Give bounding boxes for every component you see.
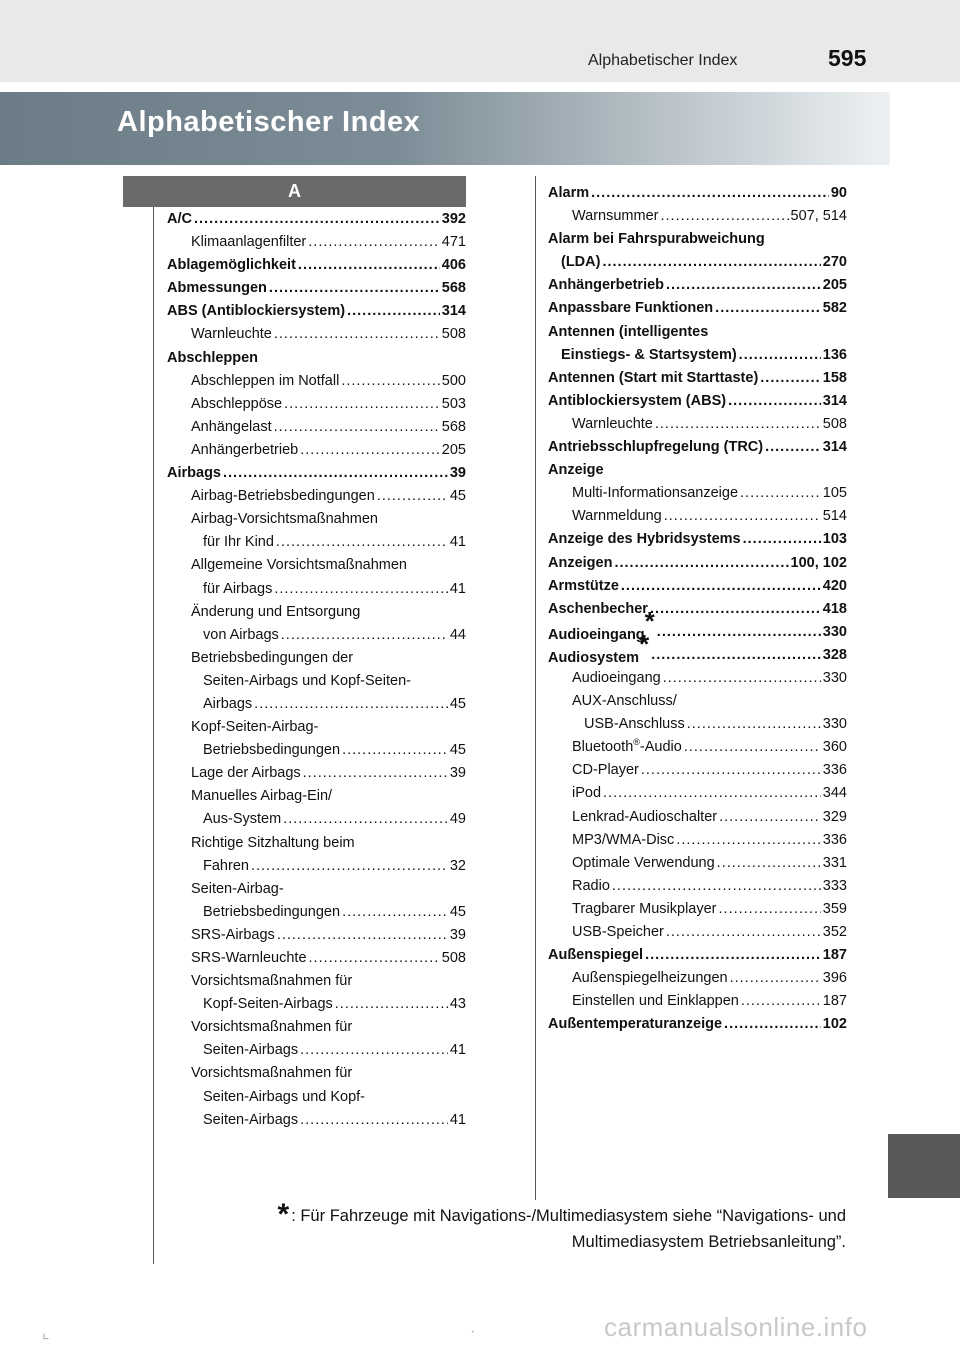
page-reference: 105 xyxy=(822,485,847,502)
dot-leader xyxy=(765,436,821,459)
index-term: Warnsummer xyxy=(572,208,659,225)
page-reference: 406 xyxy=(441,257,466,274)
index-entry xyxy=(167,208,466,231)
dot-leader xyxy=(377,485,448,508)
index-term: Außentemperaturanzeige xyxy=(548,1016,723,1033)
index-term: Warnmeldung xyxy=(572,508,662,525)
dot-leader xyxy=(641,759,821,782)
index-term: Änderung und Entsorgung xyxy=(191,603,361,620)
index-term: Warnleuchte xyxy=(191,326,272,343)
index-term: Audiosystem* xyxy=(548,628,650,666)
index-entry xyxy=(167,924,466,947)
page-reference: 330 xyxy=(822,669,847,686)
running-header-title: Alphabetischer Index xyxy=(588,52,738,69)
page-reference: 187 xyxy=(822,947,847,964)
dot-leader xyxy=(591,182,829,205)
index-term: Abschleppöse xyxy=(191,395,283,412)
index-entry xyxy=(167,601,466,624)
dot-leader xyxy=(274,416,440,439)
page-reference: 333 xyxy=(822,877,847,894)
index-term: Antennen (intelligentes xyxy=(548,323,709,340)
index-column-right xyxy=(548,182,847,1036)
index-term: Airbags xyxy=(167,465,221,482)
index-entry xyxy=(167,1062,466,1085)
letter-section-header: A xyxy=(123,176,466,207)
page-reference: 205 xyxy=(822,277,847,294)
index-term: Betriebsbedingungen xyxy=(203,742,341,759)
index-entry xyxy=(548,413,847,436)
page-reference: 43 xyxy=(449,996,466,1013)
index-entry xyxy=(548,274,847,297)
dot-leader xyxy=(283,808,448,831)
dot-leader xyxy=(663,667,821,690)
dot-leader xyxy=(274,323,440,346)
page-reference: 41 xyxy=(449,1042,466,1059)
index-entry xyxy=(167,277,466,300)
index-entry xyxy=(548,759,847,782)
index-term: Audioeingang xyxy=(572,669,661,686)
page-reference: 32 xyxy=(449,857,466,874)
index-entry xyxy=(548,875,847,898)
page-reference: 314 xyxy=(822,439,847,456)
index-entry xyxy=(548,552,847,575)
index-entry xyxy=(548,921,847,944)
index-term: Abmessungen xyxy=(167,280,267,297)
index-term: Audioeingang* xyxy=(548,605,655,643)
page-reference: 582 xyxy=(822,300,847,317)
index-entry xyxy=(548,1013,847,1036)
dot-leader xyxy=(719,806,821,829)
index-entry xyxy=(167,439,466,462)
index-term: Alarm bei Fahrspurabweichung xyxy=(548,231,765,248)
index-term: Außenspiegel xyxy=(548,947,644,964)
index-term: Bluetooth®-Audio xyxy=(572,737,682,756)
index-term: Airbags xyxy=(203,695,253,712)
page-reference: 508 xyxy=(441,950,466,966)
index-entry xyxy=(548,736,847,759)
index-term: Multi-Informationsanzeige xyxy=(572,485,739,502)
index-entry xyxy=(167,970,466,993)
header-band xyxy=(0,0,960,82)
index-entry xyxy=(167,785,466,808)
page-reference: 568 xyxy=(441,280,466,297)
dot-leader xyxy=(666,921,821,944)
dot-leader xyxy=(760,367,821,390)
index-entry xyxy=(167,693,466,716)
index-entry xyxy=(167,231,466,254)
page-reference: 103 xyxy=(822,531,847,548)
page-reference: 136 xyxy=(822,346,847,363)
index-entry xyxy=(548,806,847,829)
index-term: Optimale Verwendung xyxy=(572,854,715,871)
page-reference: 392 xyxy=(441,211,466,227)
footnote-asterisk: * xyxy=(644,605,655,636)
index-term: Seiten-Airbags xyxy=(203,1111,299,1128)
index-term: Anhängerbetrieb xyxy=(191,441,299,458)
index-entry xyxy=(167,323,466,346)
footnote-line-1: : Für Fahrzeuge mit Navigations-/Multimediasystem siehe “Navigations- und xyxy=(291,1207,846,1225)
index-term: Ablagemöglichkeit xyxy=(167,257,296,274)
page-reference: 187 xyxy=(822,993,847,1010)
dot-leader xyxy=(342,739,448,762)
index-entry xyxy=(167,554,466,577)
page-reference: 49 xyxy=(449,811,466,828)
footnote-asterisk: * xyxy=(639,628,650,659)
page-reference: 270 xyxy=(822,254,847,271)
index-term: Abschleppen im Notfall xyxy=(191,372,340,389)
index-term: Anzeige des Hybridsystems xyxy=(548,531,741,548)
index-term: für Ihr Kind xyxy=(203,534,274,551)
dot-leader xyxy=(254,693,448,716)
crop-mark-icon: ⌞ xyxy=(42,1325,50,1342)
index-entry xyxy=(548,505,847,528)
index-entry xyxy=(167,508,466,531)
dot-leader xyxy=(664,505,821,528)
page-reference: 503 xyxy=(441,395,466,412)
index-term: Tragbarer Musikplayer xyxy=(572,900,717,917)
page-reference: 344 xyxy=(822,785,847,802)
index-term: Richtige Sitzhaltung beim xyxy=(191,834,355,851)
index-term: Manuelles Airbag-Ein/ xyxy=(191,788,333,805)
page-reference: 336 xyxy=(822,762,847,779)
dot-leader xyxy=(724,1013,821,1036)
index-entry xyxy=(548,482,847,505)
footnote-line-2: Multimediasystem Betriebsanleitung”. xyxy=(571,1233,846,1251)
page-reference: 39 xyxy=(449,926,466,943)
dot-leader xyxy=(684,736,821,759)
dot-leader xyxy=(715,297,821,320)
dot-leader xyxy=(687,713,821,736)
dot-leader xyxy=(300,1109,448,1132)
index-term: Warnleuchte xyxy=(572,415,653,432)
index-term: AUX-Anschluss/ xyxy=(572,693,677,710)
left-margin-rule xyxy=(153,207,154,1264)
index-entry xyxy=(548,690,847,713)
watermark: carmanualsonline.info xyxy=(604,1312,868,1342)
index-entry xyxy=(167,370,466,393)
index-entry xyxy=(548,944,847,967)
dot-leader xyxy=(650,598,821,621)
page-reference: 41 xyxy=(449,534,466,551)
dot-leader xyxy=(740,482,821,505)
index-entry xyxy=(167,762,466,785)
dot-leader xyxy=(612,875,821,898)
index-term: Lenkrad-Audioschalter xyxy=(572,808,718,825)
page-reference: 45 xyxy=(449,742,466,759)
index-entry xyxy=(167,808,466,831)
index-term: Anpassbare Funktionen xyxy=(548,300,714,317)
index-term: Anhängerbetrieb xyxy=(548,277,665,294)
index-entry xyxy=(548,528,847,551)
page-reference: 336 xyxy=(822,831,847,848)
dot-leader xyxy=(603,782,821,805)
page-reference: 102 xyxy=(822,1016,847,1033)
index-term: Fahren xyxy=(203,857,249,874)
page-reference: 500 xyxy=(441,372,466,389)
page-reference: 360 xyxy=(822,739,847,756)
index-entry xyxy=(548,898,847,921)
dot-leader xyxy=(676,829,820,852)
index-entry xyxy=(167,739,466,762)
page-reference: 330 xyxy=(822,716,847,733)
index-term: Betriebsbedingungen xyxy=(203,903,341,920)
index-term: Einstellen und Einklappen xyxy=(572,993,739,1010)
index-entry xyxy=(548,367,847,390)
page-reference: 314 xyxy=(822,392,847,409)
page-reference: 39 xyxy=(449,465,466,482)
dot-leader xyxy=(730,967,821,990)
page-reference: 44 xyxy=(449,626,466,643)
index-entry xyxy=(167,647,466,670)
dot-leader xyxy=(660,205,788,228)
dot-leader xyxy=(614,552,788,575)
index-entry xyxy=(167,416,466,439)
index-entry xyxy=(167,531,466,554)
index-entry xyxy=(548,782,847,805)
dot-leader xyxy=(194,208,440,231)
footnote-asterisk: * xyxy=(277,1198,290,1231)
index-entry xyxy=(167,716,466,739)
index-term: für Airbags xyxy=(203,580,273,597)
index-term: SRS-Airbags xyxy=(191,926,275,943)
index-entry xyxy=(167,254,466,277)
page-reference: 328 xyxy=(822,646,847,663)
dot-leader xyxy=(300,439,440,462)
chapter-thumb-tab xyxy=(888,1134,960,1198)
index-term: Anzeige xyxy=(548,462,604,479)
index-entry xyxy=(167,347,466,370)
index-entry xyxy=(167,832,466,855)
page-reference: 352 xyxy=(822,924,847,940)
dot-leader xyxy=(717,852,821,875)
index-term: Antriebsschlupfregelung (TRC) xyxy=(548,439,764,456)
dot-leader xyxy=(284,393,440,416)
index-entry xyxy=(548,390,847,413)
index-term: Airbag-Vorsichtsmaßnahmen xyxy=(191,511,378,528)
index-term: Aschenbecher xyxy=(548,600,648,617)
index-entry xyxy=(548,436,847,459)
index-entry xyxy=(167,947,466,970)
index-term: Einstiegs- & Startsystem) xyxy=(561,346,737,363)
index-entry xyxy=(548,667,847,690)
index-term: Vorsichtsmaßnahmen für xyxy=(191,973,353,990)
index-term: von Airbags xyxy=(203,626,279,643)
index-term: Armstütze xyxy=(548,577,619,594)
index-entry xyxy=(167,485,466,508)
index-entry xyxy=(548,459,847,482)
index-term: USB-Anschluss xyxy=(584,716,685,733)
dot-leader xyxy=(274,578,448,601)
dot-leader xyxy=(335,993,448,1016)
index-term: Vorsichtsmaßnahmen für xyxy=(191,1065,353,1082)
page-reference: 508 xyxy=(822,415,847,432)
index-term: USB-Speicher xyxy=(572,924,664,940)
index-entry xyxy=(548,344,847,367)
index-entry xyxy=(167,670,466,693)
dot-leader xyxy=(309,947,440,970)
index-entry xyxy=(167,855,466,878)
index-entry xyxy=(167,393,466,416)
dot-leader xyxy=(621,575,821,598)
index-term: Seiten-Airbags xyxy=(203,1042,299,1059)
dot-leader xyxy=(298,254,440,277)
index-term: Seiten-Airbags und Kopf-Seiten- xyxy=(203,672,411,689)
page-reference: 396 xyxy=(822,970,847,987)
page-reference: 41 xyxy=(449,1111,466,1128)
dot-leader xyxy=(347,300,440,323)
index-term: Allgemeine Vorsichtsmaßnahmen xyxy=(191,557,407,574)
dot-leader xyxy=(655,413,821,436)
page-reference: 330 xyxy=(822,623,847,640)
page-reference: 418 xyxy=(822,600,847,617)
index-entry xyxy=(167,578,466,601)
page-reference: 45 xyxy=(449,695,466,712)
page-reference: 331 xyxy=(822,854,847,871)
page-reference: 514 xyxy=(822,508,847,525)
index-entry xyxy=(167,993,466,1016)
index-term: Anhängelast xyxy=(191,418,272,435)
page-reference: 205 xyxy=(441,441,466,458)
index-entry xyxy=(548,228,847,251)
dot-leader xyxy=(719,898,821,921)
index-entry xyxy=(548,990,847,1013)
index-term: ABS (Antiblockiersystem) xyxy=(167,303,346,320)
index-term: Abschleppen xyxy=(167,349,259,366)
dot-leader xyxy=(281,624,448,647)
dot-leader xyxy=(743,528,821,551)
index-entry xyxy=(548,575,847,598)
index-term: CD-Player xyxy=(572,762,639,779)
index-entry xyxy=(167,1086,466,1109)
index-term: Kopf-Seiten-Airbags xyxy=(203,996,333,1013)
page-title: Alphabetischer Index xyxy=(117,106,421,138)
index-entry xyxy=(167,901,466,924)
index-entry xyxy=(548,713,847,736)
index-term: Antiblockiersystem (ABS) xyxy=(548,392,727,409)
page-reference: 100, 102 xyxy=(790,554,847,571)
index-entry xyxy=(167,878,466,901)
dot-leader xyxy=(741,990,821,1013)
index-term: Seiten-Airbag- xyxy=(191,880,284,897)
index-term: Airbag-Betriebsbedingungen xyxy=(191,488,375,505)
index-entry xyxy=(167,1109,466,1132)
page-reference: 507, 514 xyxy=(790,208,847,225)
index-term: Seiten-Airbags und Kopf- xyxy=(203,1088,366,1105)
index-term: A/C xyxy=(167,211,192,227)
page-reference: 39 xyxy=(449,765,466,782)
index-entry xyxy=(548,967,847,990)
page-reference: 568 xyxy=(441,418,466,435)
index-term: Alarm xyxy=(548,185,590,201)
page-reference: 508 xyxy=(441,326,466,343)
index-term: Vorsichtsmaßnahmen für xyxy=(191,1019,353,1036)
column-divider xyxy=(535,176,536,1200)
index-term: Betriebsbedingungen der xyxy=(191,649,354,666)
dot-leader xyxy=(276,531,448,554)
index-entry xyxy=(167,300,466,323)
index-entry xyxy=(167,624,466,647)
index-entry xyxy=(167,1039,466,1062)
registered-mark: ® xyxy=(633,737,640,748)
dot-leader xyxy=(308,231,440,254)
page-number: 595 xyxy=(828,45,867,71)
index-term: Lage der Airbags xyxy=(191,765,301,782)
index-entry xyxy=(548,829,847,852)
index-term: Außenspiegelheizungen xyxy=(572,970,728,987)
dot-leader xyxy=(645,944,821,967)
page-reference: 45 xyxy=(449,903,466,920)
page-reference: 420 xyxy=(822,577,847,594)
dot-leader xyxy=(602,251,820,274)
footnote xyxy=(150,1198,846,1255)
index-term: Kopf-Seiten-Airbag- xyxy=(191,719,319,736)
page-reference: 329 xyxy=(822,808,847,825)
dot-leader xyxy=(277,924,448,947)
dot-leader xyxy=(728,390,821,413)
dot-leader xyxy=(341,370,439,393)
index-term: (LDA) xyxy=(561,254,601,271)
page-reference: 314 xyxy=(441,303,466,320)
page-reference: 41 xyxy=(449,580,466,597)
dot-leader xyxy=(223,462,448,485)
index-entry xyxy=(548,251,847,274)
page-reference: 471 xyxy=(441,234,466,251)
dot-leader xyxy=(269,277,440,300)
page-reference: 359 xyxy=(822,900,847,917)
page-reference: 158 xyxy=(822,369,847,386)
index-term: SRS-Warnleuchte xyxy=(191,950,307,966)
page-reference: 90 xyxy=(830,185,847,201)
dot-leader xyxy=(303,762,448,785)
index-term: Klimaanlagenfilter xyxy=(191,234,307,251)
index-term: iPod xyxy=(572,785,602,802)
index-entry xyxy=(548,852,847,875)
crop-mark-icon: · xyxy=(470,1323,476,1340)
dot-leader xyxy=(342,901,448,924)
index-entry xyxy=(548,182,847,205)
dot-leader xyxy=(657,621,821,644)
index-entry xyxy=(548,321,847,344)
page-reference: 45 xyxy=(449,488,466,505)
dot-leader xyxy=(300,1039,448,1062)
index-term: Antennen (Start mit Starttaste) xyxy=(548,369,759,386)
dot-leader xyxy=(251,855,448,878)
index-entry xyxy=(167,1016,466,1039)
index-entry xyxy=(548,205,847,228)
index-term: MP3/WMA-Disc xyxy=(572,831,675,848)
dot-leader xyxy=(651,644,821,667)
index-term: Aus-System xyxy=(203,811,282,828)
dot-leader xyxy=(666,274,821,297)
index-column-left xyxy=(167,208,466,1132)
dot-leader xyxy=(739,344,821,367)
index-entry xyxy=(548,598,847,621)
index-entry xyxy=(548,297,847,320)
index-term: Radio xyxy=(572,877,610,894)
index-term: Anzeigen xyxy=(548,554,613,571)
index-entry xyxy=(167,462,466,485)
